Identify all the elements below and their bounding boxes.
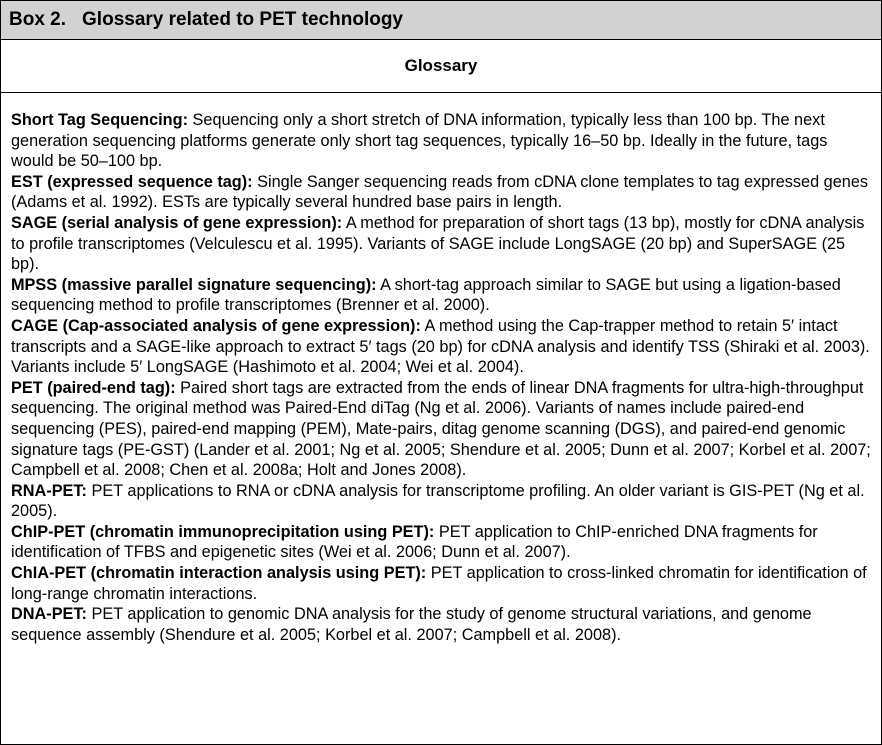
glossary-heading: Glossary — [1, 40, 881, 93]
entry-term: CAGE (Cap-associated analysis of gene expression): — [11, 316, 421, 335]
entry-term: Short Tag Sequencing: — [11, 111, 188, 129]
box-number: Box 2. — [9, 9, 67, 30]
entry-term: ChIP-PET (chromatin immunoprecipitation using PET): — [11, 522, 435, 541]
glossary-entry — [11, 213, 871, 275]
entry-definition: A method using the Cap-trapper method to retain 5′ intact transcripts and a SAGE-like approach to extract 5′ tags (20 bp) for cDNA analysis and identify TSS (Shiraki et al. 2003). Variants include 5′ LongSAGE (Hashimoto et al. 2004; Wei et al. 2004). — [11, 316, 870, 377]
glossary-entries — [1, 93, 881, 645]
glossary-entry — [11, 563, 871, 604]
glossary-entry — [11, 378, 871, 481]
entry-definition: A method for preparation of short tags (13 bp), mostly for cDNA analysis to profile transcriptomes (Velculescu et al. 1995). Variants of SAGE include LongSAGE (20 bp) and SuperSAGE (25 bp). — [11, 213, 865, 274]
entry-term: MPSS (massive parallel signature sequencing): — [11, 275, 377, 294]
glossary-entry — [11, 604, 871, 645]
entry-definition: PET application to genomic DNA analysis for the study of genome structural variations, and genome sequence assembly (Shendure et al. 2005; Korbel et al. 2007; Campbell et al. 2008). — [11, 605, 812, 644]
glossary-entry — [11, 172, 871, 213]
entry-definition: PET application to ChIP-enriched DNA fragments for identification of TFBS and epigenetic sites (Wei et al. 2006; Dunn et al. 2007). — [11, 522, 818, 562]
entry-term: PET (paired-end tag): — [11, 378, 176, 397]
glossary-entry — [11, 481, 871, 522]
entry-definition: A short-tag approach similar to SAGE but using a ligation-based sequencing method to profile transcriptomes (Brenner et al. 2000). — [11, 275, 841, 315]
entry-definition: PET applications to RNA or cDNA analysis for transcriptome profiling. An older variant is GIS-PET (Ng et al. 2005). — [11, 481, 865, 521]
box-title: Glossary related to PET technology — [82, 9, 403, 30]
entry-term: EST (expressed sequence tag): — [11, 172, 253, 191]
entry-definition: Single Sanger sequencing reads from cDNA clone templates to tag expressed genes (Adams et al. 1992). ESTs are typically several hundred base pairs in length. — [11, 172, 869, 212]
glossary-entry — [11, 522, 871, 563]
entry-definition: Paired short tags are extracted from the ends of linear DNA fragments for ultra-high-throughput sequencing. The original method was Paired-End diTag (Ng et al. 2006). Variants of names include paired-end sequencing (PES), paired-end mapping (PEM), Mate-pairs, ditag genome scanning (DGS), and paired-end genomic signature tags (PE-GST) (Lander et al. 2001; Ng et al. 2005; Shendure et al. 2005; Dunn et al. 2007; Korbel et al. 2007; Campbell et al. 2008; Chen et al. 2008a; Holt and Jones 2008). — [11, 378, 871, 480]
box-title-bar — [1, 1, 881, 40]
entry-definition: PET application to cross-linked chromatin for identification of long-range chromatin interactions. — [11, 564, 867, 603]
entry-term: DNA-PET: — [11, 605, 87, 624]
entry-term: SAGE (serial analysis of gene expression): — [11, 213, 343, 232]
glossary-entry — [11, 275, 871, 316]
glossary-entry — [11, 110, 871, 172]
entry-term: ChIA-PET (chromatin interaction analysis using PET): — [11, 564, 427, 583]
glossary-entry — [11, 316, 871, 378]
entry-term: RNA-PET: — [11, 481, 87, 500]
entry-definition: Sequencing only a short stretch of DNA information, typically less than 100 bp. The next generation sequencing platforms generate only short tag sequences, typically 16–50 bp. Ideally in the future, tags would be 50–100 bp. — [11, 111, 828, 171]
